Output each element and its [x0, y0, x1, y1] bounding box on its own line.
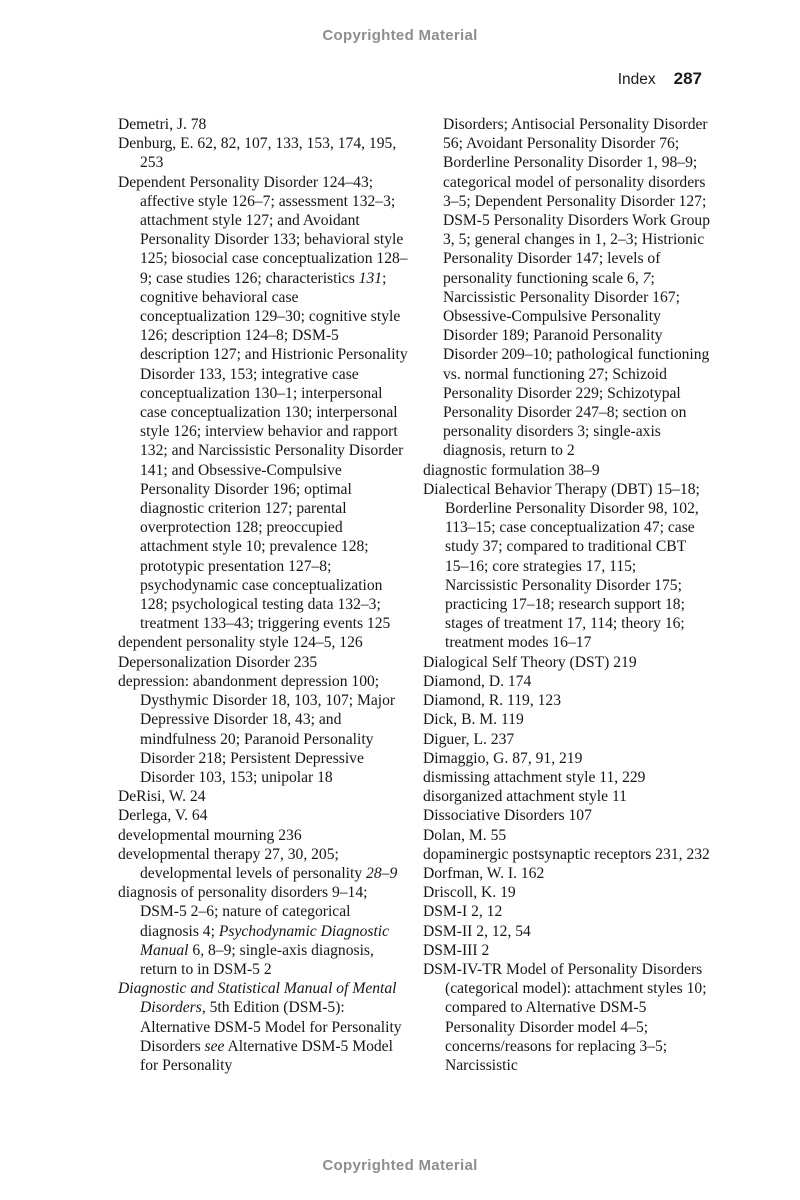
index-entry: Dimaggio, G. 87, 91, 219 [423, 749, 583, 767]
index-entry: DSM-II 2, 12, 54 [423, 922, 531, 940]
index-entry: Dick, B. M. 119 [423, 711, 524, 729]
index-entry: DSM-IV-TR Model of Personality Disorders (categorical model): attachment styles 10; compared to Alternative DSM-5 Personality Disorder model 4–5; concerns/reasons for replacing 3–5; Narcissistic [423, 960, 707, 1074]
index-entry: Diamond, D. 174 [423, 672, 532, 690]
index-entry: Diguer, L. 237 [423, 730, 515, 748]
bottom-watermark: Copyrighted Material [322, 1157, 478, 1174]
index-entry: Demetri, J. 78 [118, 116, 207, 133]
index-entry: Derlega, V. 64 [118, 807, 208, 825]
index-entry: DSM-III 2 [423, 941, 490, 959]
index-entry: Dissociative Disorders 107 [423, 807, 592, 825]
index-entry: dependent personality style 124–5, 126 [118, 634, 363, 652]
index-entry: Dialogical Self Theory (DST) 219 [423, 653, 637, 671]
index-entry: dopaminergic postsynaptic receptors 231, 232 [423, 845, 710, 863]
index-entry: Dorfman, W. I. 162 [423, 864, 545, 882]
index-entry: diagnosis of personality disorders 9–14; DSM-5 2–6; nature of categorical diagnosis 4; Psychodynamic Diagnostic Manual 6, 8–9; single-axis diagnosis, return to in DSM-5 2 [118, 884, 390, 978]
page-header [618, 69, 702, 89]
index-entry: Denburg, E. 62, 82, 107, 133, 153, 174, 195, 253 [118, 135, 397, 172]
index-entry: Dialectical Behavior Therapy (DBT) 15–18; Borderline Personality Disorder 98, 102, 113–15; case conceptualization 47; case study 37; compared to traditional CBT 15–16; core strategies 17, 115; Narcissistic Personality Disorder 175; practicing 17–18; research support 18; stages of treatment 17, 114; theory 16; treatment modes 16–17 [423, 480, 700, 652]
top-watermark: Copyrighted Material [322, 27, 478, 44]
index-right-column [423, 115, 710, 1075]
index-entry: dismissing attachment style 11, 229 [423, 768, 646, 786]
index-entry: Diamond, R. 119, 123 [423, 692, 562, 710]
header-section-label: Index [617, 71, 656, 88]
index-entry: Dolan, M. 55 [423, 826, 507, 844]
index-entry: Disorders; Antisocial Personality Disorder 56; Avoidant Personality Disorder 76; Borderline Personality Disorder 1, 98–9; categorical model of personality disorders 3–5; Dependent Personality Disorder 127; DSM-5 Personality Disorders Work Group 3, 5; general changes in 1, 2–3; Histrionic Personality Disorder 147; levels of personality functioning scale 6, 7; Narcissistic Personality Disorder 167; Obsessive-Compulsive Personality Disorder 189; Paranoid Personality Disorder 209–10; pathological functioning vs. normal functioning 27; Schizoid Personality Disorder 229; Schizotypal Personality Disorder 247–8; section on personality disorders 3; single-axis diagnosis, return to 2 [443, 116, 710, 460]
index-columns [118, 115, 710, 1075]
index-entry: depression: abandonment depression 100; Dysthymic Disorder 18, 103, 107; Major Depressive Disorder 18, 43; and mindfulness 20; Paranoid Personality Disorder 218; Persistent Depressive Disorder 103, 153; unipolar 18 [118, 672, 396, 786]
index-entry: diagnostic formulation 38–9 [423, 461, 600, 479]
index-entry: Dependent Personality Disorder 124–43; affective style 126–7; assessment 132–3; attachment style 127; and Avoidant Personality Disorder 133; behavioral style 125; biosocial case conceptualization 128–9; case studies 126; characteristics 131; cognitive behavioral case conceptualization 129–30; cognitive style 126; description 124–8; DSM-5 description 127; and Histrionic Personality Disorder 133, 153; integrative case conceptualization 130–1; interpersonal case conceptualization 130; interpersonal style 126; interview behavior and rapport 132; and Narcissistic Personality Disorder 141; and Obsessive-Compulsive Personality Disorder 196; optimal diagnostic criterion 127; parental overprotection 128; preoccupied attachment style 10; prevalence 128; prototypic presentation 127–8; psychodynamic case conceptualization 128; psychological testing data 132–3; treatment 133–43; triggering events 125 [118, 173, 408, 633]
index-entry: Driscoll, K. 19 [423, 884, 516, 902]
index-entry: DeRisi, W. 24 [118, 788, 206, 806]
header-page-number: 287 [673, 69, 702, 88]
index-entry: Diagnostic and Statistical Manual of Mental Disorders, 5th Edition (DSM-5): Alternative DSM-5 Model for Personality Disorders see Alternative DSM-5 Model for Personality [118, 980, 402, 1074]
index-entry: DSM-I 2, 12 [423, 903, 503, 921]
index-entry: disorganized attachment style 11 [423, 788, 627, 806]
index-entry: developmental therapy 27, 30, 205; developmental levels of personality 28–9 [118, 845, 398, 882]
index-entry: developmental mourning 236 [118, 826, 302, 844]
index-left-column [118, 115, 409, 1075]
index-entry: Depersonalization Disorder 235 [118, 653, 318, 671]
